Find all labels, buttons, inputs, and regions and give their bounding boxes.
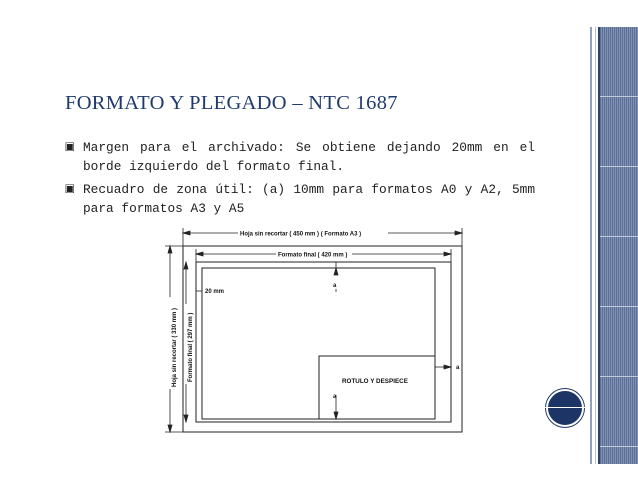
- bullet-text: Margen para el archivado: Se obtiene dejando 20mm en el borde izquierdo del formato final.: [83, 140, 535, 174]
- bullet-icon: 🞕: [65, 182, 75, 196]
- outer-height-label: Hoja sin recortar ( 330 mm ): [172, 307, 178, 387]
- margin-label: 20 mm: [205, 289, 225, 295]
- bullet-text: Recuadro de zona útil: (a) 10mm para formatos A0 y A2, 5mm para formatos A3 y A5: [83, 182, 535, 216]
- a-label-right: a: [456, 365, 460, 371]
- decorative-sidebar: [582, 27, 638, 464]
- final-format-rect: [196, 262, 451, 422]
- decorative-circle: [546, 389, 584, 427]
- final-width-label: Formato final ( 420 mm ): [278, 252, 348, 259]
- title-block-label: ROTULO Y DESPIECE: [342, 378, 408, 385]
- slide-title: FORMATO Y PLEGADO – NTC 1687: [65, 92, 398, 114]
- a-label-top: a: [333, 283, 337, 289]
- bullet-icon: 🞕: [65, 140, 75, 154]
- final-height-label: Formato final ( 297 mm ): [188, 312, 194, 382]
- outer-width-label: Hoja sin recortar ( 450 mm ) ( Formato A3 ): [240, 231, 362, 238]
- outer-sheet-rect: [183, 246, 462, 432]
- a-label-bottom: a: [333, 394, 337, 400]
